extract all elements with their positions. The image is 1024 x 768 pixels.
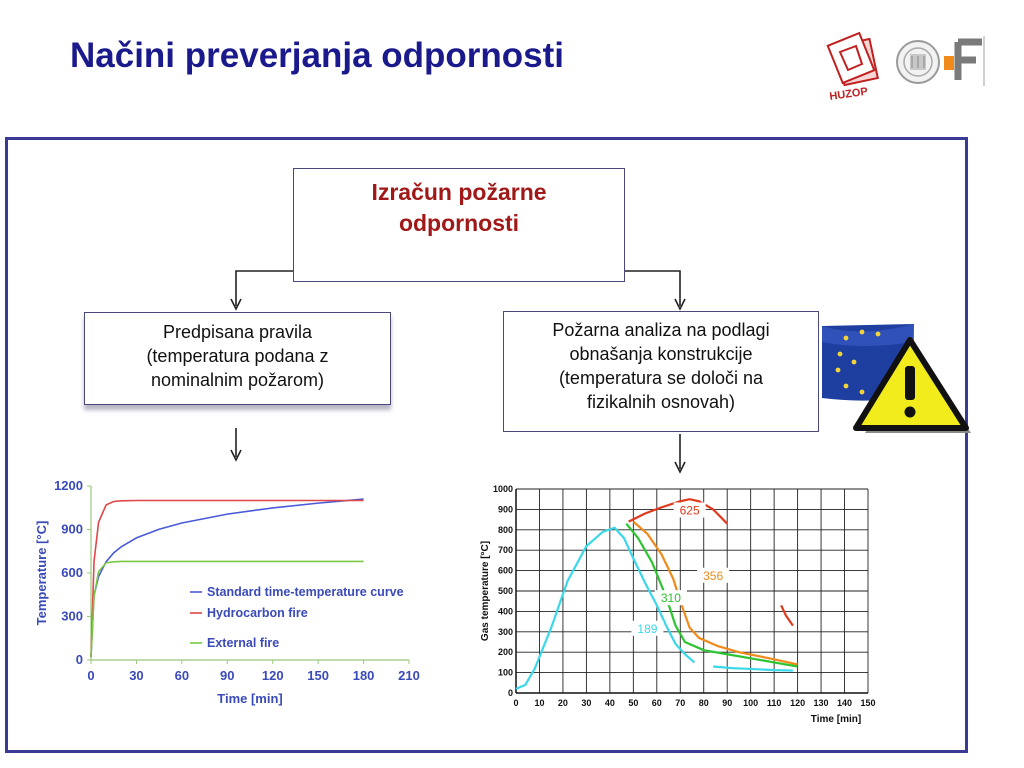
box-line: Predpisana pravila [162,322,313,342]
data-label: 625 [679,503,700,518]
x-tick-label: 100 [743,698,759,708]
x-tick-label: 120 [261,668,284,683]
nominal-fire-curves-chart [30,468,450,718]
series-line [713,666,793,670]
y-tick-label: 500 [497,586,513,596]
x-tick-label: 180 [352,668,375,683]
x-tick-label: 110 [766,698,782,708]
x-axis-label: Time [min] [217,691,283,706]
x-tick-label: 150 [307,668,329,683]
x-tick-label: 10 [534,698,545,708]
y-tick-label: 900 [61,521,83,537]
y-tick-label: 0 [507,688,513,698]
x-tick-label: 80 [698,698,709,708]
series-line [91,499,364,657]
x-tick-label: 130 [813,698,829,708]
box-line: Izračun požarne [371,179,547,205]
x-axis-label: Time [min] [810,714,862,725]
x-tick-label: 60 [174,668,190,683]
box-line: (temperatura se določi na [558,368,764,388]
data-label: 356 [703,568,724,583]
box-line: (temperatura podana z [146,346,329,366]
legend-label: Standard time-temperature curve [207,585,404,599]
y-tick-label: 900 [497,504,513,515]
box-line: fizikalnih osnovah) [586,392,736,412]
box-line: nominalnim požarom) [150,370,325,390]
x-tick-label: 20 [557,698,568,708]
x-tick-label: 50 [628,698,639,708]
x-tick-label: 0 [513,698,519,708]
y-tick-label: 300 [61,608,83,624]
x-tick-label: 70 [675,698,686,708]
legend-label: External fire [207,636,280,650]
y-tick-label: 1000 [492,484,513,494]
x-tick-label: 0 [87,668,95,683]
y-tick-label: 300 [497,626,513,637]
x-tick-label: 30 [581,698,592,708]
y-tick-label: 100 [497,667,513,678]
page-title: Načini preverjanja odpornosti [70,36,564,75]
data-label: 189 [637,621,658,636]
x-tick-label: 120 [790,698,806,708]
y-tick-label: 600 [61,565,83,580]
x-tick-label: 150 [860,698,876,708]
x-tick-label: 90 [220,668,235,683]
x-tick-label: 210 [398,668,420,683]
natural-fire-curves-chart [470,478,890,728]
box-line: odpornosti [398,210,520,236]
y-tick-label: 800 [497,524,513,535]
y-tick-label: 700 [497,545,513,556]
data-label: 310 [660,591,681,606]
x-tick-label: 140 [837,698,853,708]
y-tick-label: 400 [497,606,513,617]
y-tick-label: 200 [497,647,513,658]
series-line [516,528,694,689]
x-tick-label: 40 [604,698,615,708]
y-tick-label: 1200 [54,478,83,493]
x-tick-label: 60 [651,698,662,708]
legend-label: Hydrocarbon fire [207,606,308,620]
x-tick-label: 90 [722,698,733,708]
box-line: obnašanja konstrukcije [569,344,753,364]
box-line: Požarna analiza na podlagi [552,320,770,340]
y-tick-label: 600 [497,565,513,576]
y-axis-label: Temperature [°C] [34,520,49,626]
y-tick-label: 0 [75,652,83,667]
series-line [781,605,793,625]
svg-text:HUZOP: HUZOP [828,85,869,103]
x-tick-label: 30 [129,668,144,683]
series-line [91,501,364,658]
y-axis-label: Gas temperature [°C] [480,540,491,642]
